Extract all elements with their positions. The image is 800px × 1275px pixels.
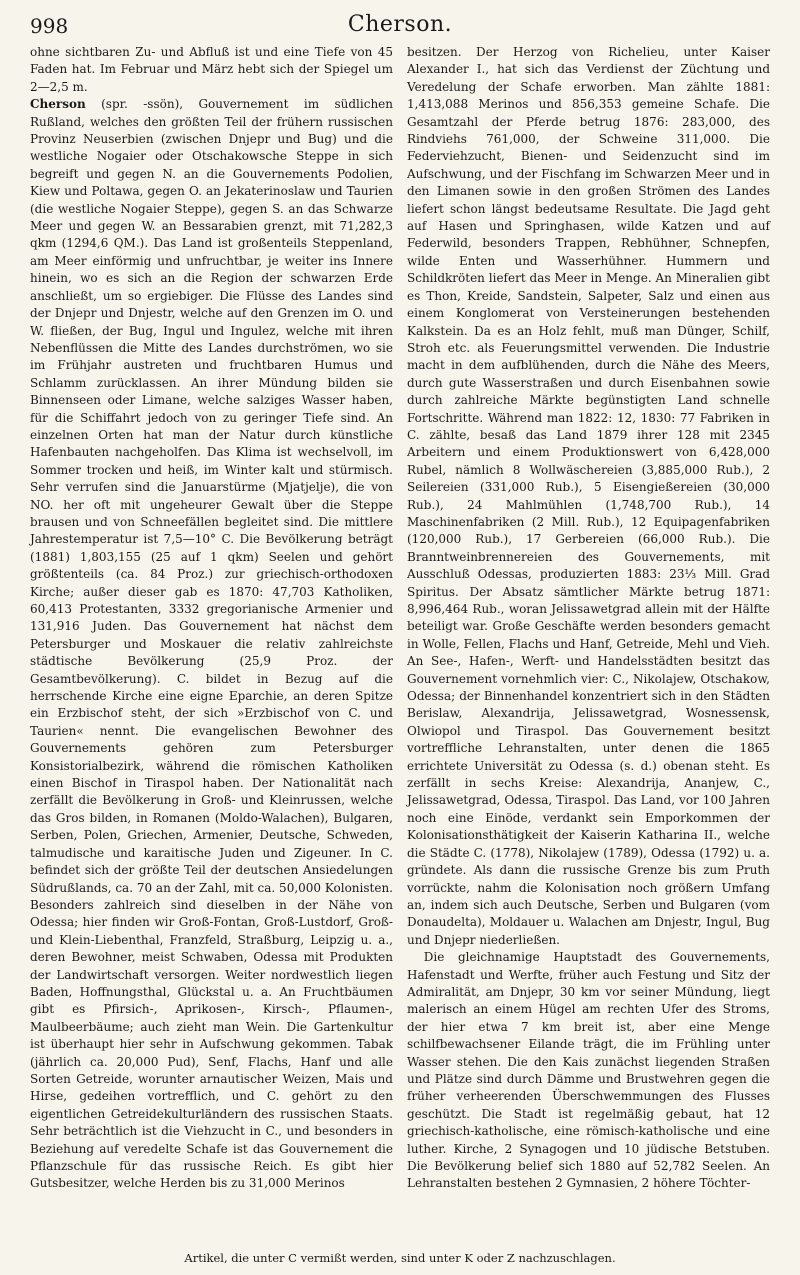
right-column bbox=[407, 44, 770, 1193]
text-columns bbox=[30, 44, 770, 1193]
entry-lemma: Cherson bbox=[30, 97, 86, 112]
entry-text: (spr. -ssön), Gouvernement im südlichen Rußland, welches den größten Teil der frühern russischen Provinz Neuserbien (zwischen Dnjepr und Bug) und die westliche Nogaier oder Otschakowsche Steppe in sich begreift und gegen N. an die Gouvernements Podolien, Kiew und Poltawa, gegen O. an Jekaterinoslaw und Taurien (die westliche Nogaier Steppe), gegen S. an das Schwarze Meer und gegen W. an Bessarabien grenzt, mit 71,282,3 qkm (1294,6 QM.). Das Land ist großenteils Steppenland, am Meer einförmig und unfruchtbar, je weiter ins Innere hinein, wo es sich an die Region der schwarzen Erde anschließt, um so ergiebiger. Die Flüsse des Landes sind der Dnjepr und Dnjestr, welche auf den Grenzen im O. und W. fließen, der Bug, Ingul und Ingulez, welche mit ihren Nebenflüssen die Mitte des Landes durchströmen, wo sie im Frühjahr austreten und fruchtbaren Humus und Schlamm zurücklassen. An ihrer Mündung bilden sie Binnenseen oder Limane, welche salziges Wasser haben, für die Schiffahrt jedoch von zu geringer Tiefe sind. An einzelnen Orten hat man der Natur durch künstliche Hafenbauten nachgeholfen. Das Klima ist wechselvoll, im Sommer trocken und heiß, im Winter kalt und stürmisch. Sehr verrufen sind die Januarstürme (Mjatjelje), die von NO. her oft mit ungeheurer Gewalt über die Steppe brausen und von Schneefällen begleitet sind. Die mittlere Jahrestemperatur ist 7,5—10° C. Die Bevölkerung beträgt (1881) 1,803,155 (25 auf 1 qkm) Seelen und gehört größtenteils (ca. 84 Proz.) zur griechisch-orthodoxen Kirche; außer dieser gab es 1870: 47,703 Katholiken, 60,413 Protestanten, 3332 gregorianische Armenier und 131,916 Juden. Das Gouvernement hat nächst dem Petersburger und Moskauer die relativ zahlreichste städtische Bevölkerung (25,9 Proz. der Gesamtbevölkerung). C. bildet in Bezug auf die herrschende Kirche eine eigne Eparchie, an deren Spitze ein Erzbischof steht, der sich »Erzbischof von C. und Taurien« nennt. Die evangelischen Bewohner des Gouvernements gehören zum Petersburger Konsistorialbezirk, während die römischen Katholiken einen Bischof in Tiraspol haben. Der Nationalität nach zerfällt die Bevölkerung in Groß- und Kleinrussen, welche das Gros bilden, in Romanen (Moldo-Walachen), Bulgaren, Serben, Polen, Griechen, Armenier, Deutsche, Schweden, talmudische und karaitische Juden und Zigeuner. In C. befindet sich der größte Teil der deutschen Ansiedelungen Südrußlands, ca. 70 an der Zahl, mit ca. 50,000 Kolonisten. Besonders zahlreich sind dieselben in der Nähe von Odessa; hier finden wir Groß-Fontan, Groß-Lustdorf, Groß- und Klein-Liebenthal, Franzfeld, Straßburg, Leipzig u. a., deren Bewohner, meist Schwaben, Odessa mit Produkten der Landwirtschaft versorgen. Weiter nordwestlich liegen Baden, Hoffnungsthal, Glückstal u. a. An Fruchtbäumen gibt es Pfirsich-, Aprikosen-, Kirsch-, Pflaumen-, Maulbeerbäume; auch zieht man Wein. Die Gartenkultur ist überhaupt hier sehr in Aufschwung gekommen. Tabak (jährlich ca. 20,000 Pud), Senf, Flachs, Hanf und alle Sorten Getreide, worunter arnautischer Weizen, Mais und Hirse, gedeihen vortrefflich, und C. gehört zu den eigentlichen Getreidekulturländern des russischen Staats. Sehr beträchtlich ist die Viehzucht in C., und besonders in Beziehung auf veredelte Schafe ist das Gouvernement die Pflanzschule für das russische Reich. Es gibt hier Gutsbesitzer, welche Herden bis zu 31,000 Merinos bbox=[30, 97, 393, 1191]
entry-paragraph bbox=[30, 96, 393, 1193]
paragraph: besitzen. Der Herzog von Richelieu, unter Kaiser Alexander I., hat sich das Verdienst der Züchtung und Veredelung der Schafe erworben. Man zählte 1881: 1,413,088 Merinos und 856,353 gemeine Schafe. Die Gesamtzahl der Pferde betrug 1876: 283,000, des Rindviehs 761,000, der Schweine 311,000. Die Federviehzucht, Bienen- und Seidenzucht sind im Aufschwung, und der Fischfang im Schwarzen Meer und in den Limanen sowie in den großen Strömen des Landes liefert schon längst bedeutsame Resultate. Die Jagd geht auf Hasen und Springhasen, wilde Katzen und auf Federwild, besonders Trappen, Rebhühner, Schnepfen, wilde Enten und Wasserhühner. Hummern und Schildkröten liefert das Meer in Menge. An Mineralien gibt es Thon, Kreide, Sandstein, Salpeter, Salz und einen aus einem Konglomerat von Versteinerungen bestehenden Kalkstein. Da es an Holz fehlt, muß man Dünger, Schilf, Stroh etc. als Feuerungsmittel verwenden. Die Industrie macht in dem aufblühenden, durch die Nähe des Meers, durch gute Wasserstraßen und durch Eisenbahnen sowie durch zahlreiche Märkte begünstigten Land schnelle Fortschritte. Während man 1822: 12, 1830: 77 Fabriken in C. zählte, besaß das Land 1879 ihrer 128 mit 2345 Arbeitern und einem Produktionswert von 6,428,000 Rubel, nämlich 8 Wollwäschereien (3,885,000 Rub.), 2 Seilereien (331,000 Rub.), 5 Eisengießereien (30,000 Rub.), 24 Mahlmühlen (1,748,700 Rub.), 14 Maschinenfabriken (2 Mill. Rub.), 12 Equipagenfabriken (120,000 Rub.), 17 Gerbereien (66,000 Rub.). Die Branntweinbrennereien des Gouvernements, mit Ausschluß Odessas, produzierten 1883: 23⅓ Mill. Grad Spiritus. Der Absatz sämtlicher Märkte betrug 1871: 8,996,464 Rub., woran Jelissawetgrad allein mit der Hälfte beteiligt war. Große Geschäfte werden besonders gemacht in Wolle, Fellen, Flachs und Hanf, Getreide, Mehl und Vieh. An See-, Hafen-, Werft- und Handelsstädten besitzt das Gouvernement vornehmlich vier: C., Nikolajew, Otschakow, Odessa; der Binnenhandel konzentriert sich in den Städten Berislaw, Alexandrija, Jelissawetgrad, Wosnessensk, Olwiopol und Tiraspol. Das Gouvernement besitzt vortreffliche Lehranstalten, unter denen die 1865 errichtete Universität zu Odessa (s. d.) obenan steht. Es zerfällt in sechs Kreise: Alexandrija, Ananjew, C., Jelissawetgrad, Odessa, Tiraspol. Das Land, vor 100 Jahren noch eine Einöde, verdankt sein Emporkommen der Kolonisationsthätigkeit der Kaiserin Katharina II., welche die Städte C. (1778), Nikolajew (1789), Odessa (1792) u. a. gründete. Als dann die russische Grenze bis zum Pruth vorrückte, nahm die Kolonisation noch größern Umfang an, indem sich auch Deutsche, Serben und Bulgaren (vom Donaudelta), Moldauer u. Walachen am Dnjestr, Ingul, Bug und Dnjepr niederließen. bbox=[407, 45, 770, 947]
running-title: Cherson. bbox=[347, 12, 453, 37]
left-column bbox=[30, 44, 393, 1193]
page-number: 998 bbox=[30, 14, 69, 38]
paragraph: Die gleichnamige Hauptstadt des Gouvernements, Hafenstadt und Werfte, früher auch Festung und Sitz der Admiralität, am Dnjepr, 30 km vor seiner Mündung, liegt malerisch an einem Hügel am rechten Ufer des Stroms, der hier etwa 7 km breit ist, aber eine Menge schilfbewachsener Eilande trägt, die im Frühling unter Wasser stehen. Die den Kais zunächst liegenden Straßen und Plätze sind durch Dämme und Brustwehren gegen die früher verheerenden Überschwemmungen des Flusses geschützt. Die Stadt ist regelmäßig gebaut, hat 12 griechisch-katholische, eine römisch-katholische und eine luther. Kirche, 2 Synagogen und 10 jüdische Betstuben. Die Bevölkerung belief sich 1880 auf 52,782 Seelen. An Lehranstalten bestehen 2 Gymnasien, 2 höhere Töchter- bbox=[407, 950, 770, 1191]
page-header bbox=[30, 12, 770, 42]
footer-note: Artikel, die unter C vermißt werden, sind unter K oder Z nachzuschlagen. bbox=[184, 1251, 616, 1265]
paragraph: ohne sichtbaren Zu- und Abfluß ist und eine Tiefe von 45 Faden hat. Im Februar und März hebt sich der Spiegel um 2—2,5 m. bbox=[30, 45, 393, 94]
